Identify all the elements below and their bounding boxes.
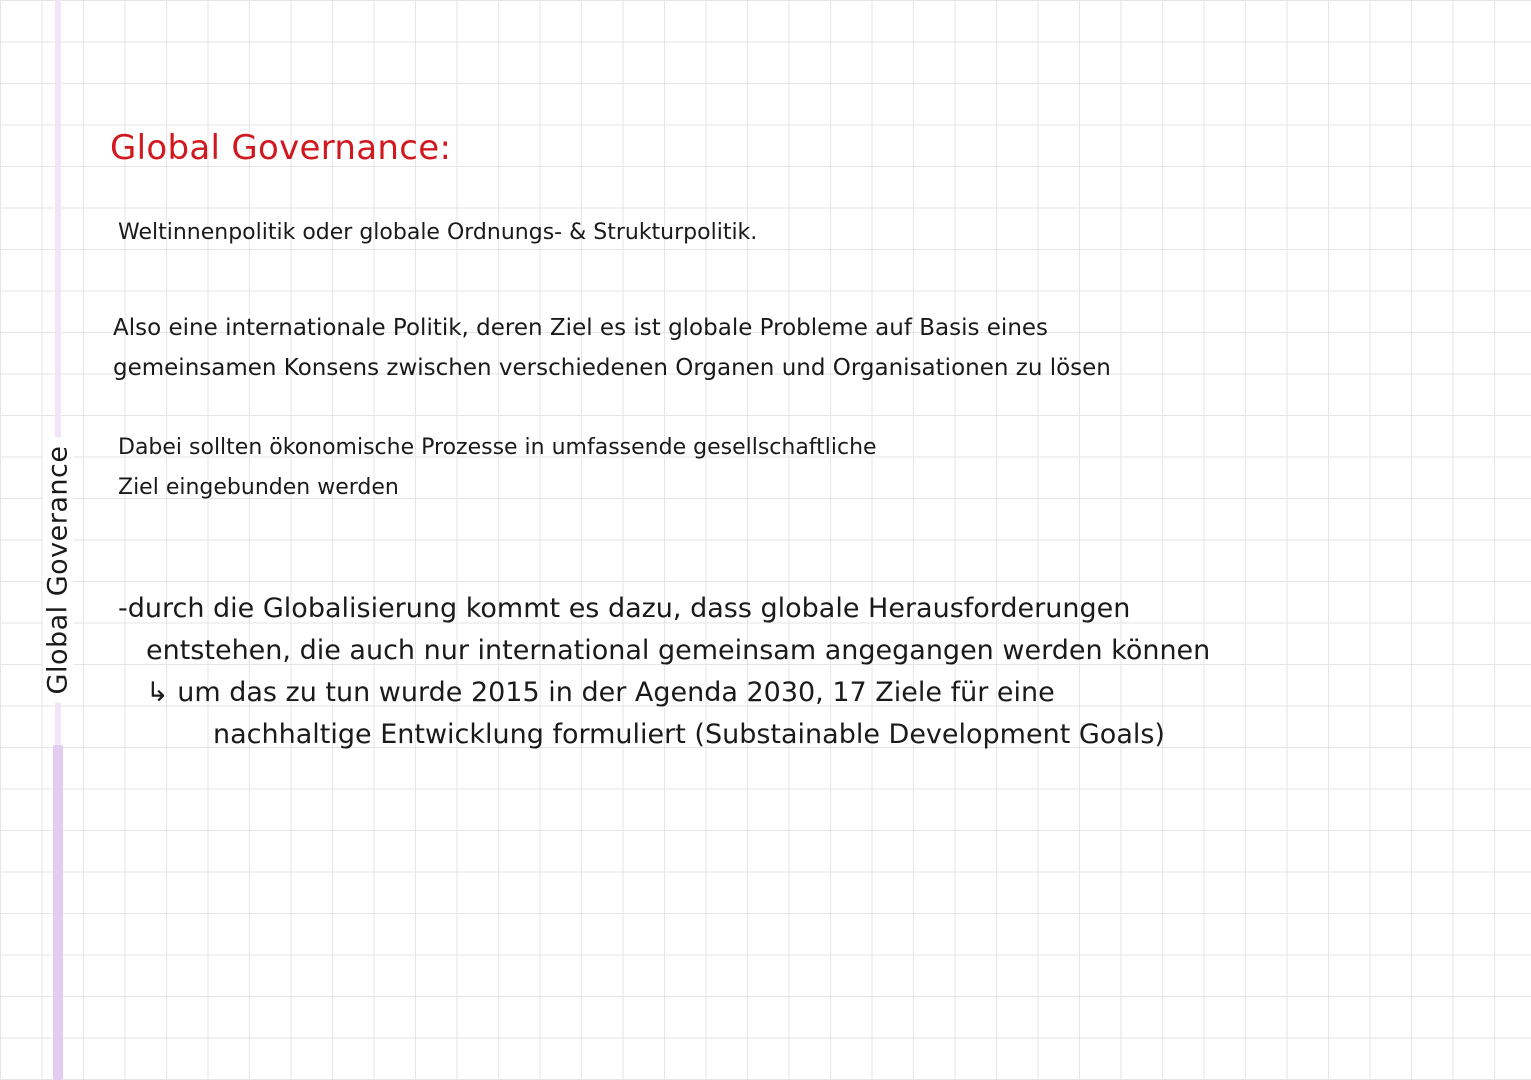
definition-subtitle: Weltinnenpolitik oder globale Ordnungs- & Strukturpolitik. — [118, 220, 758, 245]
paragraph-economic — [118, 428, 877, 508]
side-label: Global Goverance — [43, 438, 74, 703]
paragraph-economic-line-1: Dabei sollten ökonomische Prozesse in umfassende gesellschaftliche — [118, 435, 877, 460]
paragraph-economic-line-2: Ziel eingebunden werden — [118, 475, 399, 500]
bullet-globalization — [118, 588, 1210, 756]
page-title: Global Governance: — [110, 128, 452, 168]
paragraph-definition-line-2: gemeinsamen Konsens zwischen verschiedenen Organen und Organisationen zu lösen — [113, 355, 1111, 381]
bullet-line-1: -durch die Globalisierung kommt es dazu, dass globale Herausforderungen — [118, 593, 1131, 624]
bullet-line-3: ↳ um das zu tun wurde 2015 in der Agenda 2030, 17 Ziele für eine — [146, 677, 1055, 708]
bullet-line-4: nachhaltige Entwicklung formuliert (Substainable Development Goals) — [213, 719, 1165, 750]
paragraph-definition-line-1: Also eine internationale Politik, deren Ziel es ist globale Probleme auf Basis eines — [113, 315, 1049, 341]
side-highlight-bar — [53, 745, 63, 1080]
paragraph-definition — [113, 308, 1111, 388]
bullet-line-2: entstehen, die auch nur international gemeinsam angegangen werden können — [146, 635, 1211, 666]
